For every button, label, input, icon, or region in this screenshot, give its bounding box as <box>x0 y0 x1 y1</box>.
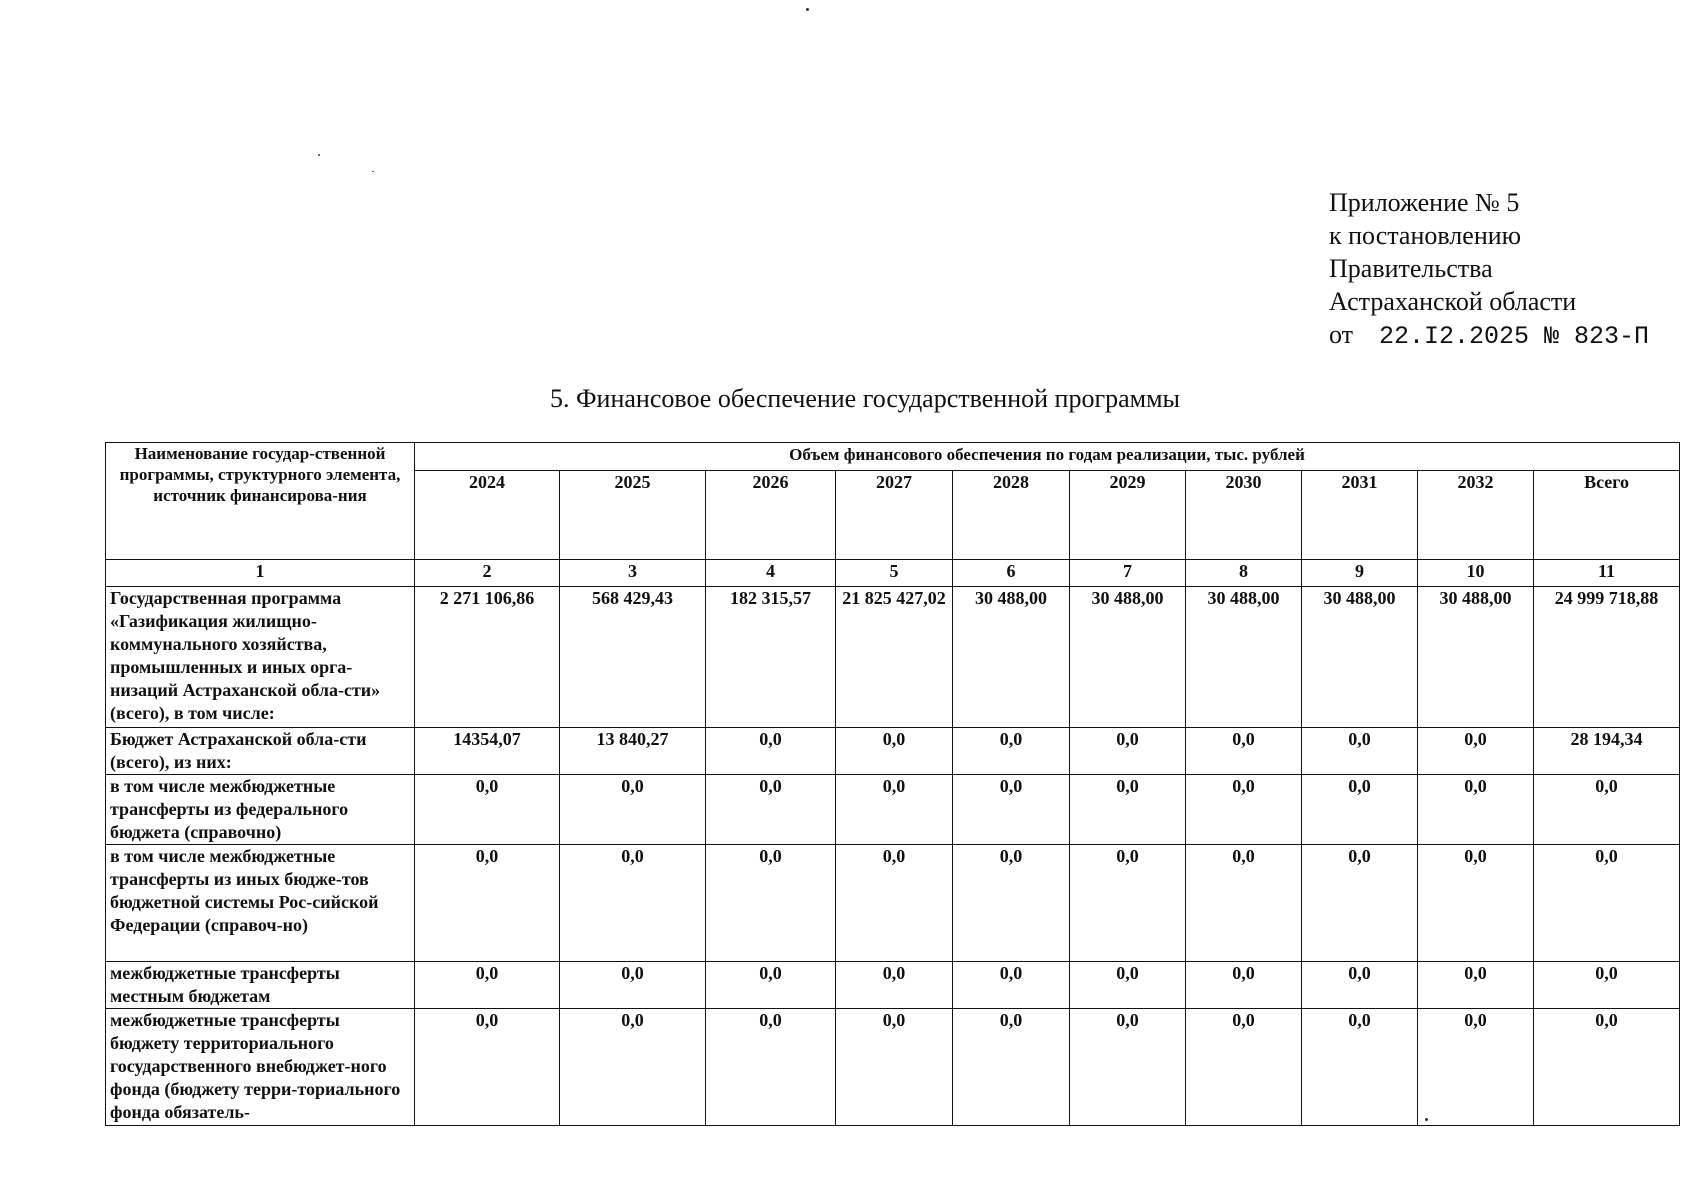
scan-speck <box>318 154 320 156</box>
header-year: 2026 <box>706 471 836 560</box>
row-name-cell: в том числе межбюджетные трансферты из иных бюдже-тов бюджетной системы Рос-сийской Федерации (справоч-но) <box>106 845 415 962</box>
row-name-cell: в том числе межбюджетные трансферты из федерального бюджета (справочно) <box>106 775 415 845</box>
appendix-line-3: Правительства <box>1329 254 1493 283</box>
value-cell: 21 825 427,02 <box>836 587 953 728</box>
table-row <box>106 728 1680 775</box>
value-cell: 0,0 <box>1070 775 1186 845</box>
value-cell: 24 999 718,88 <box>1534 587 1680 728</box>
value-cell: 0,0 <box>1070 962 1186 1009</box>
row-name-cell: Бюджет Астраханской обла-сти (всего), из них: <box>106 728 415 775</box>
appendix-line-4: Астраханской области <box>1329 287 1577 316</box>
table-row <box>106 775 1680 845</box>
value-cell: 0,0 <box>1186 845 1302 962</box>
scan-speck <box>1425 1118 1428 1121</box>
value-cell: 0,0 <box>415 775 560 845</box>
value-cell: 0,0 <box>1302 1009 1418 1126</box>
value-cell: 30 488,00 <box>953 587 1070 728</box>
appendix-header <box>1329 186 1649 353</box>
value-cell: 0,0 <box>706 728 836 775</box>
scan-speck <box>806 8 809 11</box>
header-year: 2028 <box>953 471 1070 560</box>
value-cell: 0,0 <box>1302 775 1418 845</box>
value-cell: 30 488,00 <box>1302 587 1418 728</box>
column-number: 11 <box>1534 560 1680 587</box>
header-year: 2030 <box>1186 471 1302 560</box>
value-cell: 0,0 <box>560 1009 706 1126</box>
value-cell: 0,0 <box>560 962 706 1009</box>
column-number: 5 <box>836 560 953 587</box>
value-cell: 0,0 <box>836 845 953 962</box>
appendix-date-line <box>1329 318 1649 353</box>
value-cell: 30 488,00 <box>1070 587 1186 728</box>
column-number: 6 <box>953 560 1070 587</box>
table-row <box>106 1009 1680 1126</box>
value-cell: 0,0 <box>1302 728 1418 775</box>
section-title: 5. Финансовое обеспечение государственной программы <box>550 384 1181 413</box>
table-row <box>106 845 1680 962</box>
value-cell: 0,0 <box>1534 775 1680 845</box>
value-cell: 0,0 <box>953 1009 1070 1126</box>
header-year: Всего <box>1534 471 1680 560</box>
value-cell: 0,0 <box>953 775 1070 845</box>
value-cell: 0,0 <box>560 775 706 845</box>
value-cell: 14354,07 <box>415 728 560 775</box>
value-cell: 30 488,00 <box>1186 587 1302 728</box>
column-number: 4 <box>706 560 836 587</box>
value-cell: 0,0 <box>1186 1009 1302 1126</box>
header-year: 2024 <box>415 471 560 560</box>
value-cell: 0,0 <box>836 728 953 775</box>
resolution-date-number: 22.I2.2025 № 823-П <box>1379 322 1650 351</box>
column-number: 7 <box>1070 560 1186 587</box>
row-name-cell: межбюджетные трансферты бюджету территориального государственного внебюджет-ного фонда (бюджету терри-ториального фонда обязатель- <box>106 1009 415 1126</box>
value-cell: 0,0 <box>1302 845 1418 962</box>
value-cell: 182 315,57 <box>706 587 836 728</box>
header-year: 2032 <box>1418 471 1534 560</box>
value-cell: 0,0 <box>1186 962 1302 1009</box>
value-cell: 568 429,43 <box>560 587 706 728</box>
header-year: 2025 <box>560 471 706 560</box>
header-year: 2027 <box>836 471 953 560</box>
value-cell: 0,0 <box>706 962 836 1009</box>
value-cell: 0,0 <box>836 962 953 1009</box>
from-prefix: от <box>1329 320 1354 349</box>
column-number: 1 <box>106 560 415 587</box>
column-number: 2 <box>415 560 560 587</box>
value-cell: 0,0 <box>1534 845 1680 962</box>
value-cell: 30 488,00 <box>1418 587 1534 728</box>
value-cell: 0,0 <box>1418 845 1534 962</box>
value-cell: 0,0 <box>706 775 836 845</box>
scan-speck <box>372 171 374 172</box>
value-cell: 0,0 <box>706 1009 836 1126</box>
value-cell: 0,0 <box>415 1009 560 1126</box>
value-cell: 0,0 <box>1534 1009 1680 1126</box>
header-year: 2031 <box>1302 471 1418 560</box>
header-name-column: Наименование государ-ственной программы, структурного элемента, источник финансирова-ния <box>106 443 415 560</box>
value-cell: 0,0 <box>1186 775 1302 845</box>
value-cell: 0,0 <box>953 845 1070 962</box>
header-funding-volume: Объем финансового обеспечения по годам реализации, тыс. рублей <box>415 443 1680 471</box>
value-cell: 0,0 <box>1418 962 1534 1009</box>
column-number: 10 <box>1418 560 1534 587</box>
value-cell: 0,0 <box>1534 962 1680 1009</box>
value-cell: 0,0 <box>953 962 1070 1009</box>
table-body <box>106 587 1680 1126</box>
value-cell: 0,0 <box>1070 1009 1186 1126</box>
appendix-line-2: к постановлению <box>1329 221 1522 250</box>
column-number: 8 <box>1186 560 1302 587</box>
value-cell: 0,0 <box>953 728 1070 775</box>
value-cell: 0,0 <box>560 845 706 962</box>
value-cell: 0,0 <box>415 962 560 1009</box>
value-cell: 0,0 <box>415 845 560 962</box>
row-name-cell: межбюджетные трансферты местным бюджетам <box>106 962 415 1009</box>
column-number: 9 <box>1302 560 1418 587</box>
value-cell: 28 194,34 <box>1534 728 1680 775</box>
value-cell: 0,0 <box>836 1009 953 1126</box>
value-cell: 0,0 <box>1070 845 1186 962</box>
table-row <box>106 962 1680 1009</box>
appendix-line-1: Приложение № 5 <box>1329 188 1520 217</box>
value-cell: 0,0 <box>1418 1009 1534 1126</box>
financing-table <box>105 442 1680 1126</box>
value-cell: 13 840,27 <box>560 728 706 775</box>
header-year: 2029 <box>1070 471 1186 560</box>
column-numbers-row <box>106 560 1680 587</box>
value-cell: 0,0 <box>1070 728 1186 775</box>
value-cell: 0,0 <box>1186 728 1302 775</box>
table-row <box>106 587 1680 728</box>
value-cell: 0,0 <box>836 775 953 845</box>
value-cell: 0,0 <box>1418 728 1534 775</box>
value-cell: 2 271 106,86 <box>415 587 560 728</box>
value-cell: 0,0 <box>1302 962 1418 1009</box>
column-number: 3 <box>560 560 706 587</box>
row-name-cell: Государственная программа «Газификация жилищно-коммунального хозяйства, промышленных и иных орга-низаций Астраханской обла-сти» (всего), в том числе: <box>106 587 415 728</box>
value-cell: 0,0 <box>1418 775 1534 845</box>
value-cell: 0,0 <box>706 845 836 962</box>
